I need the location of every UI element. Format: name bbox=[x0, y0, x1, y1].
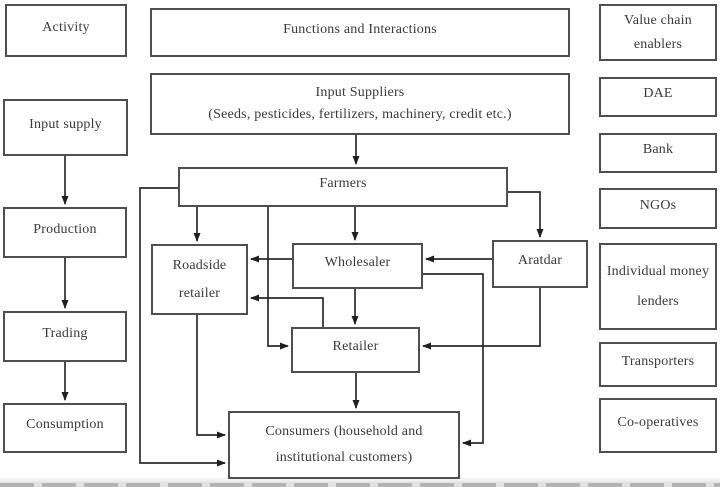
node-co-operatives: Co-operatives bbox=[599, 398, 717, 453]
node-wholesaler: Wholesaler bbox=[292, 243, 423, 289]
arrow-roadside-retailer-to-consumers bbox=[197, 315, 225, 435]
node-consumption: Consumption bbox=[3, 403, 127, 453]
node-ngos: NGOs bbox=[599, 188, 717, 229]
input-suppliers-title: Input Suppliers bbox=[315, 84, 405, 100]
node-farmers: Farmers bbox=[178, 167, 508, 207]
node-retailer: Retailer bbox=[291, 327, 420, 373]
node-dae: DAE bbox=[599, 77, 717, 117]
node-bank: Bank bbox=[599, 133, 717, 173]
node-production: Production bbox=[3, 207, 127, 258]
arrow-farmers-to-consumers bbox=[140, 188, 225, 463]
node-value-chain-enablers-header: Value chain enablers bbox=[599, 4, 717, 61]
node-trading: Trading bbox=[3, 311, 127, 362]
arrow-retailer-to-roadside-retailer bbox=[251, 298, 323, 327]
node-functions-header: Functions and Interactions bbox=[150, 8, 570, 57]
node-consumers: Consumers (household and institutional customers) bbox=[228, 411, 460, 479]
arrow-farmers-to-aratdar bbox=[508, 192, 540, 237]
arrow-farmers-to-retailer bbox=[268, 207, 288, 346]
node-roadside-retailer: Roadside retailer bbox=[151, 244, 248, 315]
node-activity-header: Activity bbox=[5, 4, 127, 57]
node-input-suppliers bbox=[150, 73, 570, 135]
node-transporters: Transporters bbox=[599, 342, 717, 387]
node-aratdar: Aratdar bbox=[492, 240, 588, 288]
node-individual-money-lenders: Individual money lenders bbox=[599, 243, 717, 330]
node-input-supply: Input supply bbox=[3, 99, 128, 156]
arrow-aratdar-to-retailer bbox=[423, 288, 540, 346]
input-suppliers-subtitle: (Seeds, pesticides, fertilizers, machinery, credit etc.) bbox=[208, 107, 512, 122]
